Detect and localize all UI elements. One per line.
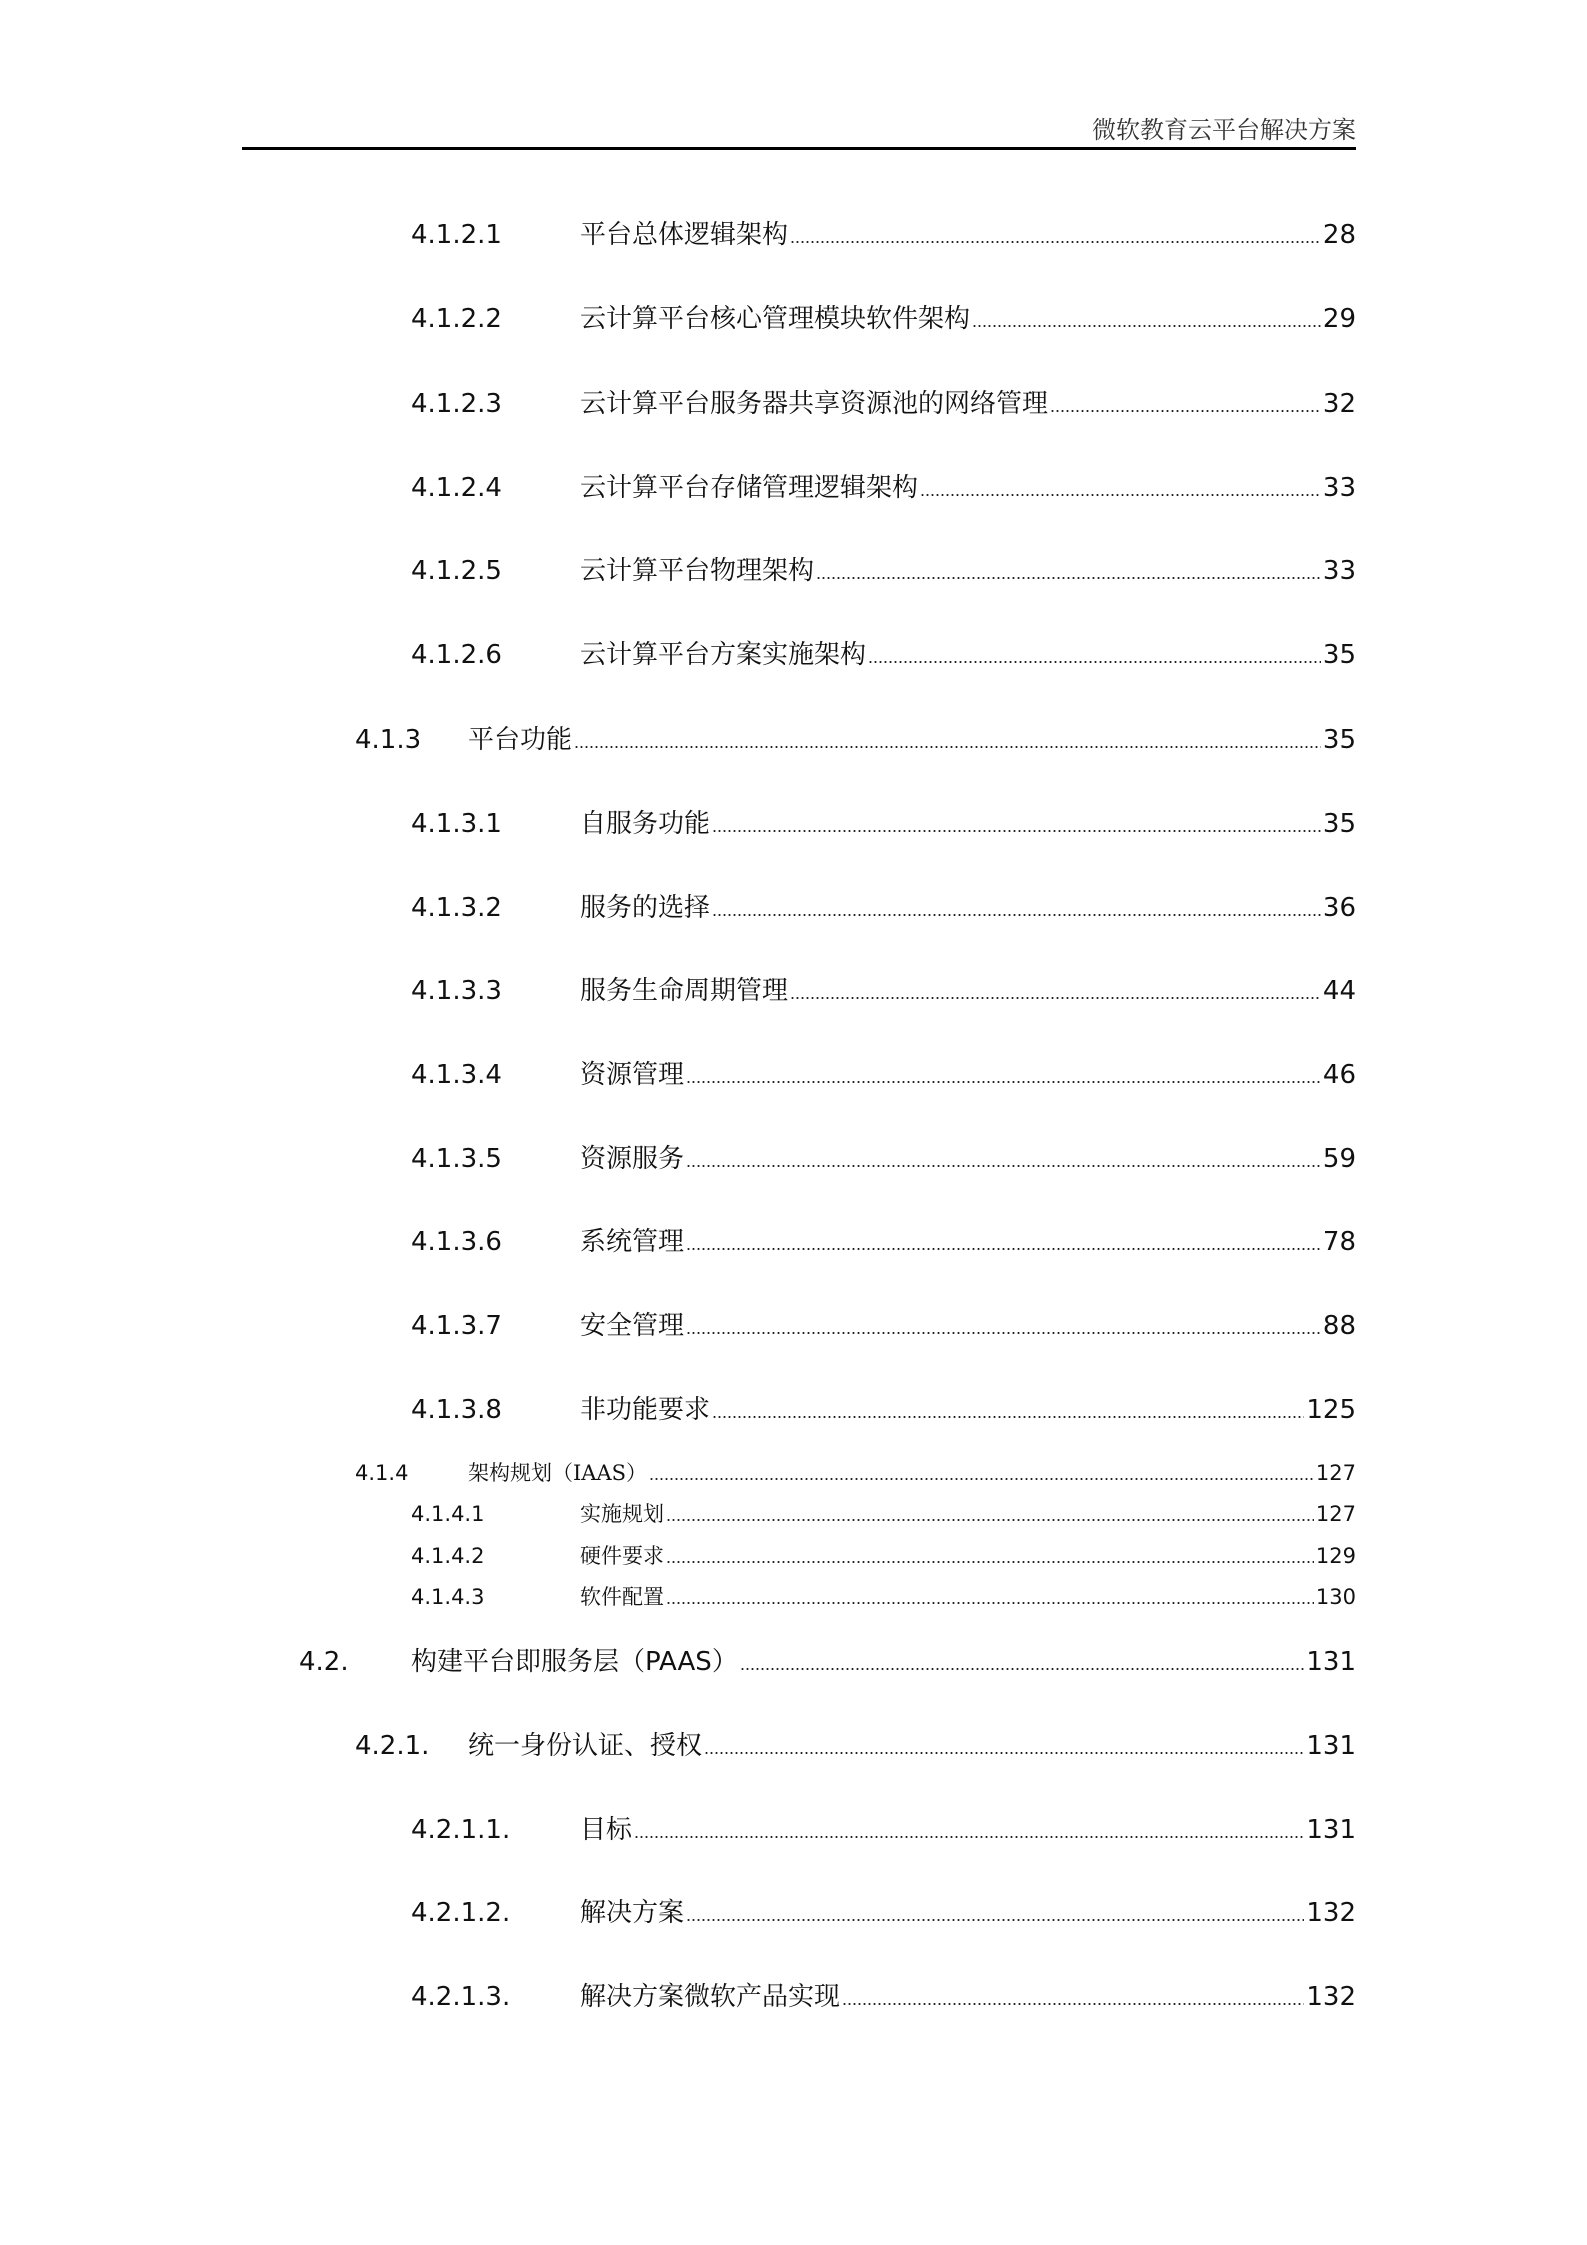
dot-leader xyxy=(686,1918,1304,1922)
toc-entry-page[interactable]: 127 xyxy=(1315,1461,1356,1485)
toc-entry[interactable] xyxy=(411,806,1356,842)
toc-entry-page[interactable]: 35 xyxy=(1322,640,1356,670)
toc-entry-number: 4.1.2.4 xyxy=(411,473,502,503)
toc-entry-number: 4.2. xyxy=(299,1647,349,1677)
toc-entry-number: 4.1.2.1 xyxy=(411,220,502,250)
toc-entry-title[interactable]: 实施规划 xyxy=(580,1502,664,1526)
toc-entry-page[interactable]: 131 xyxy=(1306,1815,1356,1845)
toc-entry-page[interactable]: 131 xyxy=(1306,1647,1356,1677)
toc-entry-page[interactable]: 35 xyxy=(1322,725,1356,755)
toc-entry-page[interactable]: 132 xyxy=(1306,1982,1356,2012)
toc-entry-page[interactable]: 44 xyxy=(1322,976,1356,1006)
toc-entry-title[interactable]: 统一身份认证、授权 xyxy=(468,1731,703,1761)
toc-entry[interactable] xyxy=(411,890,1356,926)
toc-entry-number: 4.1.3.8 xyxy=(411,1395,502,1425)
toc-entry-title[interactable]: 系统管理 xyxy=(580,1227,685,1257)
dot-leader xyxy=(712,829,1321,833)
toc-entry-title[interactable]: 服务的选择 xyxy=(580,893,711,923)
toc-entry-number: 4.1.3.4 xyxy=(411,1060,502,1090)
toc-entry-title[interactable]: 云计算平台物理架构 xyxy=(580,556,815,586)
toc-entry[interactable] xyxy=(355,1458,1356,1488)
toc-entry-number: 4.2.1.2. xyxy=(411,1898,511,1928)
toc-entry-page[interactable]: 130 xyxy=(1315,1585,1356,1609)
toc-entry-title[interactable]: 构建平台即服务层（PAAS） xyxy=(411,1647,738,1677)
toc-entry-title[interactable]: 资源管理 xyxy=(580,1060,685,1090)
toc-entry-page[interactable]: 33 xyxy=(1322,473,1356,503)
toc-entry[interactable] xyxy=(411,1308,1356,1344)
toc-entry-page[interactable]: 29 xyxy=(1322,304,1356,334)
toc-entry-page[interactable]: 125 xyxy=(1306,1395,1356,1425)
toc-entry[interactable] xyxy=(411,1499,1356,1529)
toc-entry-number: 4.1.3.2 xyxy=(411,893,502,923)
dot-leader xyxy=(686,1164,1321,1168)
dot-leader xyxy=(686,1331,1321,1335)
toc-entry-number: 4.1.3.3 xyxy=(411,976,502,1006)
toc-entry-title[interactable]: 自服务功能 xyxy=(580,809,711,839)
dot-leader xyxy=(816,576,1321,580)
toc-entry-title[interactable]: 云计算平台方案实施架构 xyxy=(580,640,867,670)
toc-entry-title[interactable]: 非功能要求 xyxy=(580,1395,711,1425)
dot-leader xyxy=(666,1601,1314,1605)
toc-entry-page[interactable]: 28 xyxy=(1322,220,1356,250)
dot-leader xyxy=(1050,409,1321,413)
dot-leader xyxy=(666,1518,1314,1522)
toc-entry-title[interactable]: 平台总体逻辑架构 xyxy=(580,220,789,250)
toc-entry-title[interactable]: 平台功能 xyxy=(468,725,573,755)
toc-entry-page[interactable]: 131 xyxy=(1306,1731,1356,1761)
toc-entry-number: 4.1.2.6 xyxy=(411,640,502,670)
toc-entry-title[interactable]: 云计算平台核心管理模块软件架构 xyxy=(580,304,971,334)
toc-entry[interactable] xyxy=(411,553,1356,589)
toc-entry[interactable] xyxy=(355,722,1356,758)
toc-entry-number: 4.2.1.3. xyxy=(411,1982,511,2012)
toc-entry-number: 4.1.2.5 xyxy=(411,556,502,586)
toc-entry-page[interactable]: 78 xyxy=(1322,1227,1356,1257)
toc-entry-page[interactable]: 59 xyxy=(1322,1144,1356,1174)
toc-entry[interactable] xyxy=(411,1895,1356,1931)
dot-leader xyxy=(634,1835,1304,1839)
toc-entry-number: 4.1.4 xyxy=(355,1461,409,1485)
toc-entry-page[interactable]: 88 xyxy=(1322,1311,1356,1341)
toc-entry[interactable] xyxy=(299,1644,1356,1680)
toc-entry-number: 4.1.3.1 xyxy=(411,809,502,839)
toc-entry-number: 4.1.4.2 xyxy=(411,1544,485,1568)
toc-entry-title[interactable]: 目标 xyxy=(580,1815,633,1845)
toc-entry-number: 4.2.1. xyxy=(355,1731,430,1761)
toc-entry-title[interactable]: 解决方案 xyxy=(580,1898,685,1928)
dot-leader xyxy=(790,240,1321,244)
toc-entry-number: 4.1.3.5 xyxy=(411,1144,502,1174)
toc-entry-title[interactable]: 解决方案微软产品实现 xyxy=(580,1982,841,2012)
toc-entry-number: 4.1.2.2 xyxy=(411,304,502,334)
toc-entry-title[interactable]: 硬件要求 xyxy=(580,1544,664,1568)
toc-entry-title[interactable]: 云计算平台存储管理逻辑架构 xyxy=(580,473,919,503)
toc-entry-page[interactable]: 33 xyxy=(1322,556,1356,586)
toc-entry[interactable] xyxy=(411,386,1356,422)
toc-entry[interactable] xyxy=(411,1812,1356,1848)
dot-leader xyxy=(740,1667,1305,1671)
toc-entry-title[interactable]: 资源服务 xyxy=(580,1144,685,1174)
toc-entry-number: 4.2.1.1. xyxy=(411,1815,511,1845)
toc-entry-title[interactable]: 服务生命周期管理 xyxy=(580,976,789,1006)
toc-entry-number: 4.1.4.3 xyxy=(411,1585,485,1609)
toc-entry-number: 4.1.4.1 xyxy=(411,1502,485,1526)
toc-entry-page[interactable]: 132 xyxy=(1306,1898,1356,1928)
dot-leader xyxy=(649,1477,1314,1481)
header-rule xyxy=(242,147,1356,150)
toc-entry-number: 4.1.2.3 xyxy=(411,389,502,419)
toc-entry-page[interactable]: 35 xyxy=(1322,809,1356,839)
toc-entry[interactable] xyxy=(411,1979,1356,2015)
dot-leader xyxy=(686,1080,1321,1084)
toc-entry-title[interactable]: 云计算平台服务器共享资源池的网络管理 xyxy=(580,389,1049,419)
dot-leader xyxy=(712,913,1321,917)
toc-entry[interactable] xyxy=(411,1224,1356,1260)
dot-leader xyxy=(666,1560,1314,1564)
toc-entry-page[interactable]: 32 xyxy=(1322,389,1356,419)
dot-leader xyxy=(574,745,1321,749)
toc-entry-title[interactable]: 安全管理 xyxy=(580,1311,685,1341)
toc-entry[interactable] xyxy=(411,1392,1356,1428)
toc-entry[interactable] xyxy=(411,973,1356,1009)
dot-leader xyxy=(972,324,1321,328)
dot-leader xyxy=(920,493,1321,497)
dot-leader xyxy=(712,1415,1304,1419)
toc-entry[interactable] xyxy=(355,1728,1356,1764)
toc-entry-page[interactable]: 46 xyxy=(1322,1060,1356,1090)
dot-leader xyxy=(868,660,1321,664)
toc-entry[interactable] xyxy=(411,1541,1356,1571)
dot-leader xyxy=(790,996,1321,1000)
toc-entry[interactable] xyxy=(411,1057,1356,1093)
toc-entry-page[interactable]: 129 xyxy=(1315,1544,1356,1568)
toc-entry-number: 4.1.3.6 xyxy=(411,1227,502,1257)
toc-entry-title[interactable]: 架构规划（IAAS） xyxy=(468,1461,648,1485)
toc-entry[interactable] xyxy=(411,470,1356,506)
toc-entry[interactable] xyxy=(411,1141,1356,1177)
toc-entry[interactable] xyxy=(411,301,1356,337)
dot-leader xyxy=(686,1247,1321,1251)
toc-entry-number: 4.1.3 xyxy=(355,725,422,755)
running-header: 微软教育云平台解决方案 xyxy=(1092,116,1356,144)
dot-leader xyxy=(842,2002,1304,2006)
dot-leader xyxy=(704,1751,1304,1755)
toc-entry-page[interactable]: 127 xyxy=(1315,1502,1356,1526)
toc-entry[interactable] xyxy=(411,637,1356,673)
toc-entry-page[interactable]: 36 xyxy=(1322,893,1356,923)
toc-entry[interactable] xyxy=(411,1582,1356,1612)
toc-entry-title[interactable]: 软件配置 xyxy=(580,1585,664,1609)
toc-entry-number: 4.1.3.7 xyxy=(411,1311,502,1341)
toc-entry[interactable] xyxy=(411,217,1356,253)
